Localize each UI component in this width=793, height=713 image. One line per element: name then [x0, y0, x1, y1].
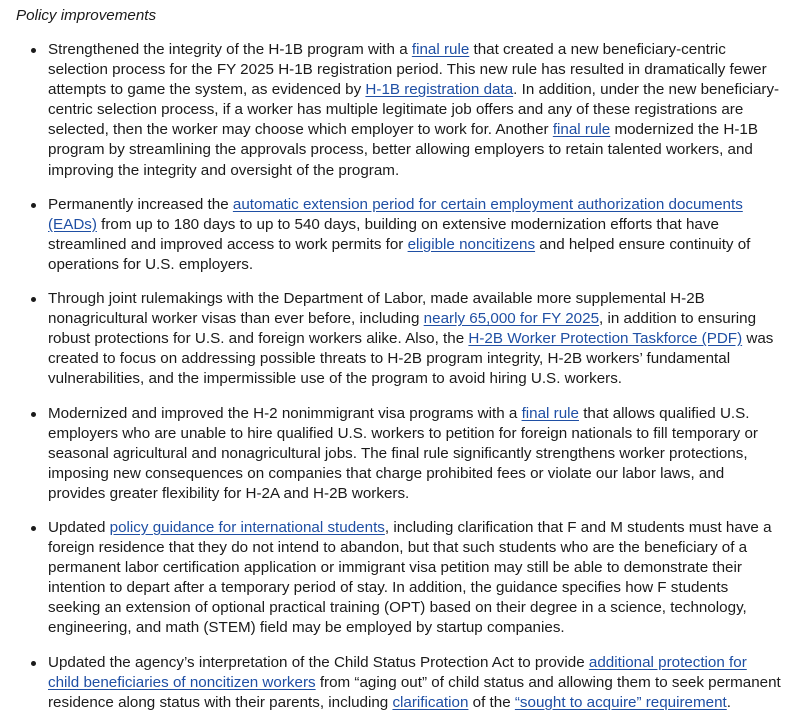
list-item-text	[48, 290, 773, 387]
inline-link[interactable]: clarification	[392, 693, 469, 711]
body-text: , in addition to ensuring robust protections for U.S. and foreign workers alike. Also, the	[48, 310, 757, 348]
body-text: from “aging out” of child status and allowing them to seek permanent residence along status with their parents, including	[48, 673, 781, 711]
bullet-icon	[31, 412, 36, 417]
body-text: Updated the agency’s interpretation of the Child Status Protection Act to provide	[48, 653, 589, 671]
bullet-icon	[31, 661, 36, 666]
inline-link[interactable]: H-2B Worker Protection Taskforce (PDF)	[468, 330, 743, 348]
body-text: Strengthened the integrity of the H-1B program with a	[48, 41, 412, 58]
section-title: Policy improvements	[16, 7, 157, 24]
body-text: modernized the H-1B program by streamlining the approvals process, better allowing employers to retain talented workers, and improving the integrity and oversight of the program.	[48, 121, 758, 179]
body-text: of the	[468, 693, 515, 711]
inline-link[interactable]: final rule	[411, 41, 470, 58]
list-item	[16, 195, 781, 275]
bullet-icon	[31, 526, 36, 531]
inline-link[interactable]: “sought to acquire” requirement	[514, 693, 727, 711]
list-item	[16, 40, 781, 181]
body-text: Permanently increased the	[48, 195, 233, 213]
inline-link[interactable]: additional protection for child beneficiaries of noncitizen workers	[48, 653, 747, 691]
body-text: . In addition, under the new beneficiary-centric selection process, if a worker has multiple legitimate job offers and any of these registrations are selected, then the worker may choose which employer to work for. Another	[48, 81, 780, 139]
bullet-icon	[31, 203, 36, 208]
body-text: from up to 180 days to up to 540 days, building on extensive modernization efforts that have streamlined and improved access to work permits for	[48, 215, 719, 253]
list-item-text	[48, 519, 772, 636]
list-item-text	[48, 405, 758, 502]
body-text: .	[726, 693, 732, 711]
inline-link[interactable]: final rule	[552, 121, 611, 139]
list-item-text	[48, 41, 779, 179]
policy-list	[16, 40, 781, 713]
inline-link[interactable]: H-1B registration data	[365, 81, 514, 99]
list-item-text	[48, 196, 750, 273]
list-item	[16, 404, 781, 504]
body-text: that created a new beneficiary-centric selection process for the FY 2025 H-1B registration period. This new rule has resulted in dramatically fewer attempts to game the system, as evidenced by	[48, 41, 767, 99]
body-text: and helped ensure continuity of operations for U.S. employers.	[48, 235, 751, 273]
inline-link[interactable]: final rule	[521, 404, 579, 422]
bullet-icon	[31, 297, 36, 302]
list-item	[16, 289, 781, 389]
inline-link[interactable]: nearly 65,000 for FY 2025	[423, 310, 600, 328]
list-item	[16, 653, 781, 713]
list-item-text	[48, 654, 781, 711]
bullet-icon	[31, 48, 36, 53]
body-text: Through joint rulemakings with the Department of Labor, made available more supplemental H-2B nonagricultural worker visas than ever before, including	[48, 290, 705, 328]
inline-link[interactable]: policy guidance for international students	[109, 518, 385, 536]
body-text: that allows qualified U.S. employers who are unable to hire qualified U.S. workers to petition for foreign nationals to fill temporary or seasonal agricultural and nonagricultural jobs. The final rule significantly strengthens worker protections, imposing new consequences on companies that charge prohibited fees or violate our labor laws, and provides greater flexibility for H-2A and H-2B workers.	[48, 404, 758, 502]
inline-link[interactable]: eligible noncitizens	[407, 235, 536, 253]
body-text: Modernized and improved the H-2 nonimmigrant visa programs with a	[48, 404, 522, 422]
inline-link[interactable]: automatic extension period for certain employment authorization documents (EADs)	[48, 195, 743, 233]
body-text: , including clarification that F and M students must have a foreign residence that they do not intend to abandon, but that such students who are the beneficiary of a permanent labor certification application or immigrant visa petition may still be able to demonstrate their intention to depart after a temporary period of stay. In addition, the guidance specifies how F students seeking an extension of optional practical training (OPT) based on their degree in a science, technology, engineering, and math (STEM) field may be employed by startup companies.	[48, 518, 772, 637]
list-item	[16, 518, 781, 639]
body-text: was created to focus on addressing possible threats to H-2B program integrity, H-2B workers’ fundamental vulnerabilities, and the impermissible use of the program to avoid hiring U.S. workers.	[48, 330, 774, 388]
body-text: Updated	[48, 518, 110, 536]
